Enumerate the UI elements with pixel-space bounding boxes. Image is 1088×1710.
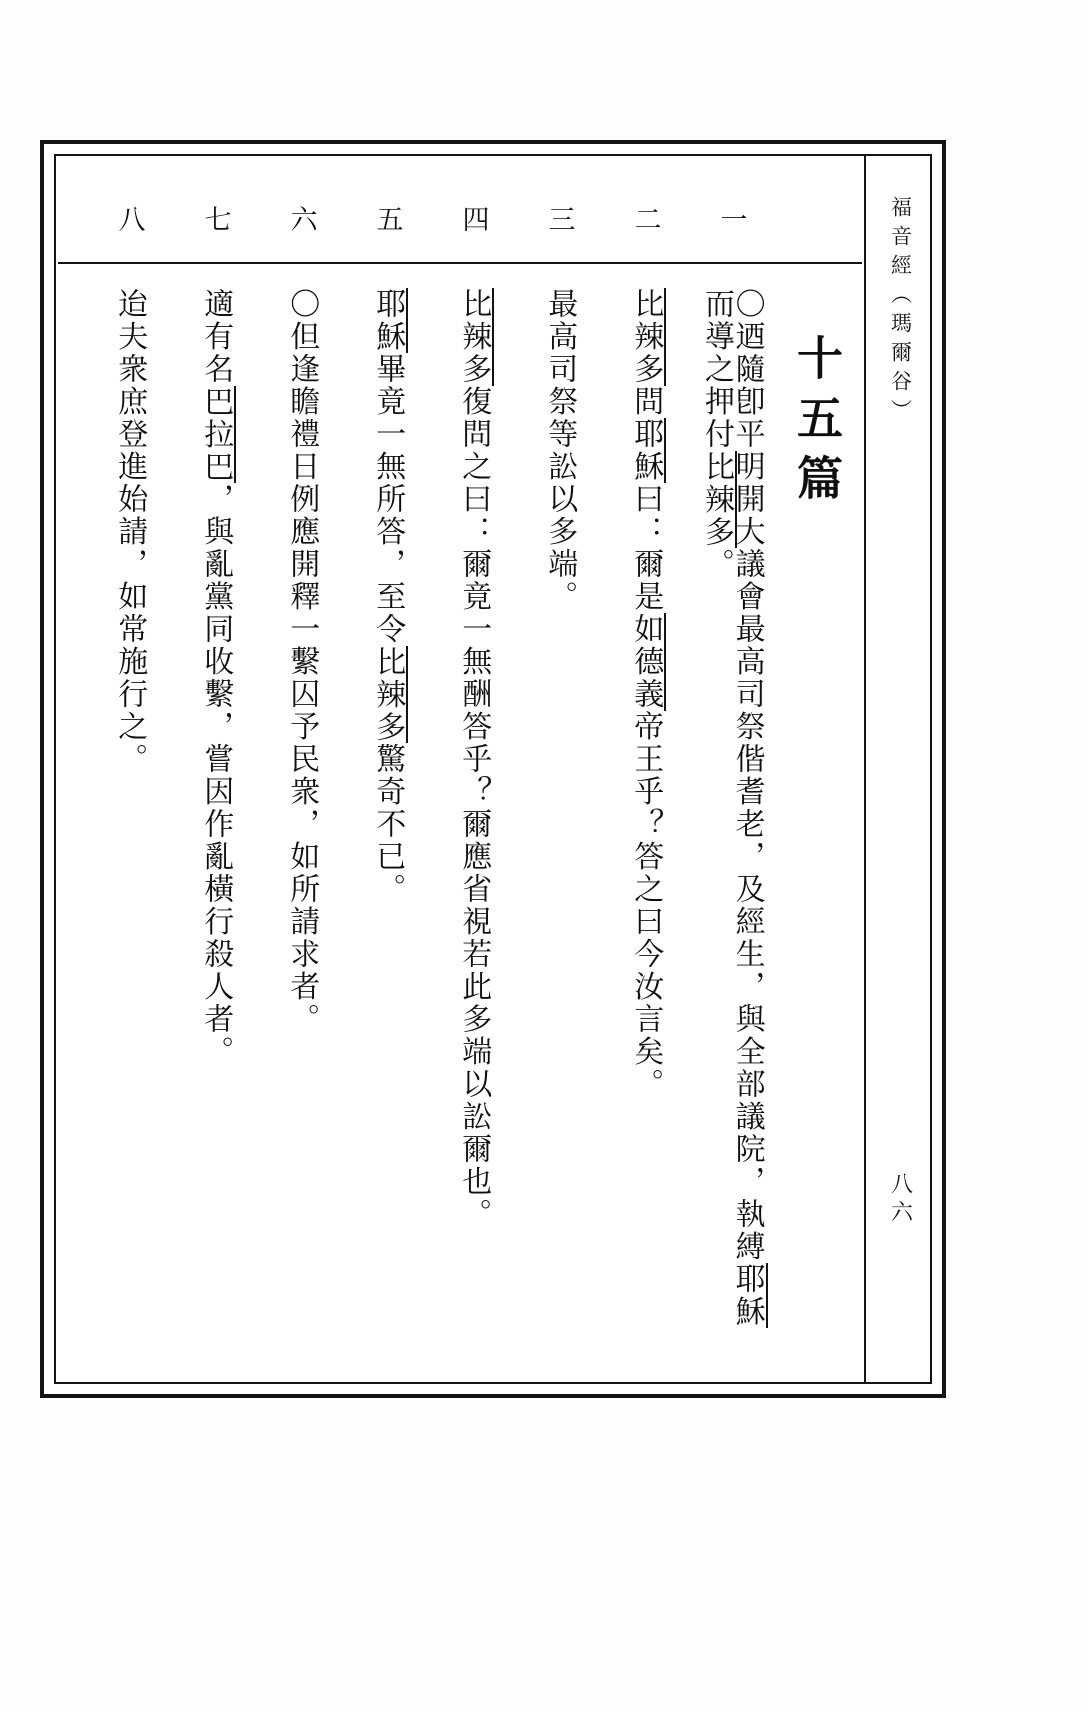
proper-name-mark: 比辣多 xyxy=(370,646,408,744)
verse-column-2 xyxy=(602,164,688,1378)
book-title-label: 福音經（瑪爾谷） xyxy=(888,196,913,428)
verse-number: 三 xyxy=(543,204,575,232)
verse-number: 五 xyxy=(371,204,403,232)
verse-text: 〇但逢瞻禮日例應開釋一繫囚予民衆，如所請求者。 xyxy=(284,288,320,1036)
verse-column-1 xyxy=(688,164,774,1378)
proper-name-mark: 耶穌 xyxy=(628,418,666,483)
proper-name-mark: 巴拉巴 xyxy=(198,386,236,484)
proper-name-mark: 如德義 xyxy=(628,613,666,711)
verse-text: 耶穌畢竟一無所答，至令比辣多驚奇不已。 xyxy=(372,288,403,906)
margin-divider-rule xyxy=(864,156,866,1382)
proper-name-mark: 比辣多 xyxy=(699,451,737,549)
proper-name-mark: 耶穌 xyxy=(730,1263,768,1328)
verse-number: 六 xyxy=(285,204,317,232)
verse-text: 〇迺隨卽平明開大議會最高司祭偕耆老，及經生，與全部議院，執縛耶穌而導之押付比辣多。 xyxy=(700,288,761,1348)
verse-column-7 xyxy=(172,164,258,1378)
verse-number: 二 xyxy=(629,204,661,232)
verse-column-4 xyxy=(430,164,516,1378)
proper-name-mark: 比辣多 xyxy=(456,288,494,386)
proper-name-mark: 比辣多 xyxy=(628,288,666,386)
verse-text: 迨夫衆庶登進始請，如常施行之。 xyxy=(112,288,148,776)
verse-text: 比辣多問耶穌曰：爾是如德義帝王乎？答之曰今汝言矣。 xyxy=(630,288,661,1101)
verse-text: 最高司祭等訟以多端。 xyxy=(542,288,578,613)
verse-text: 適有名巴拉巴，與亂黨同收繫，嘗因作亂橫行殺人者。 xyxy=(200,288,231,1068)
verse-column-8 xyxy=(86,164,172,1378)
verse-number: 四 xyxy=(457,204,489,232)
chapter-heading: 十五篇 xyxy=(790,334,844,514)
running-head xyxy=(870,168,930,1348)
verse-number: 七 xyxy=(199,204,231,232)
text-block-frame xyxy=(40,140,946,1398)
verse-column-5 xyxy=(344,164,430,1378)
verse-text: 比辣多復問之曰：爾竟一無酬答乎？爾應省視若此多端以訟爾也。 xyxy=(458,288,489,1231)
chapter-heading-column xyxy=(774,164,860,1378)
proper-name-mark: 耶穌 xyxy=(370,288,408,353)
verse-column-6 xyxy=(258,164,344,1378)
verse-number: 一 xyxy=(715,204,747,232)
verse-column-3 xyxy=(516,164,602,1378)
verse-number: 八 xyxy=(113,204,145,232)
page-number-label: 八六 xyxy=(887,1172,913,1228)
vertical-text-area xyxy=(60,160,860,1378)
